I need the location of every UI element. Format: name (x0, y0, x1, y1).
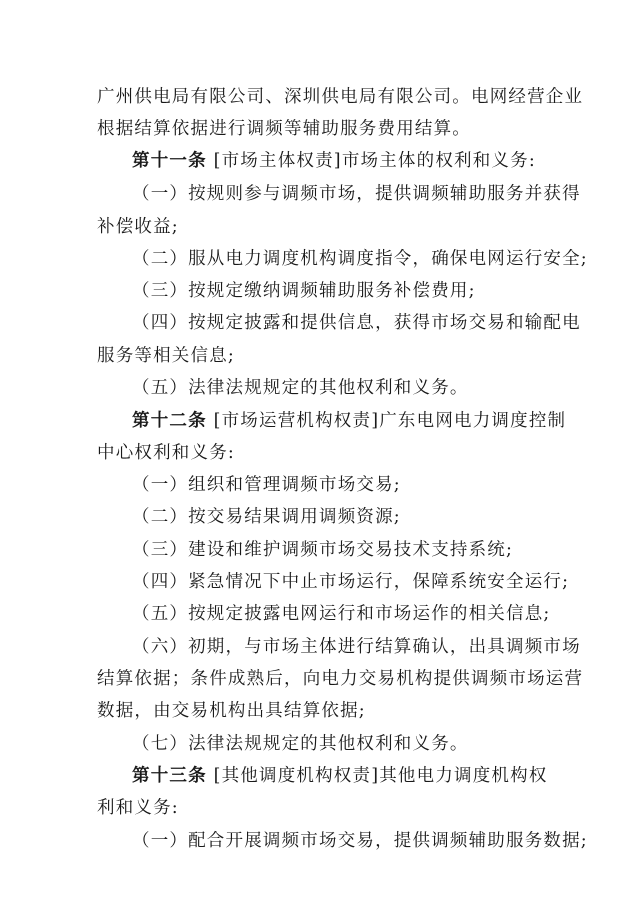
text-line: （五）法律法规规定的其他权利和义务。 (132, 378, 469, 398)
article-13-heading: 第十三条 [其他调度机构权责]其他电力调度机构权 (132, 766, 548, 786)
text-line: （四）按规定披露和提供信息，获得市场交易和输配电 (132, 313, 581, 333)
text-line: （七）法律法规规定的其他权利和义务。 (132, 734, 469, 754)
text-line: 利和义务: (97, 798, 179, 818)
text-line: （五）按规定披露电网运行和市场运作的相关信息; (132, 604, 551, 624)
text-line: （一）按规则参与调频市场，提供调频辅助服务并获得 (132, 184, 581, 204)
text-line: （六）初期，与市场主体进行结算确认，出具调频市场 (132, 637, 581, 657)
text-line: 服务等相关信息; (97, 346, 235, 366)
text-line: 根据结算依据进行调频等辅助服务费用结算。 (97, 119, 471, 139)
article-number: 第十一条 (132, 151, 207, 171)
text-line: 数据，由交易机构出具结算依据; (97, 701, 366, 721)
text-line: 结算依据；条件成熟后，向电力交易机构提供调频市场运营 (97, 669, 584, 689)
text-line: （四）紧急情况下中止市场运行，保障系统安全运行; (132, 572, 570, 592)
article-11-heading: 第十一条 [市场主体权责]市场主体的权利和义务: (132, 151, 536, 171)
text-line: 补偿收益; (97, 217, 179, 237)
text-line: （二）服从电力调度机构调度指令，确保电网运行安全; (132, 249, 588, 269)
text-line: （二）按交易结果调用调频资源; (132, 507, 401, 527)
text-line: （三）按规定缴纳调频辅助服务补偿费用; (132, 281, 476, 301)
article-12-heading: 第十二条 [市场运营机构权责]广东电网电力调度控制 (132, 411, 567, 431)
text-line: 中心权利和义务: (97, 443, 235, 463)
text-line: 广州供电局有限公司、深圳供电局有限公司。电网经营企业 (97, 87, 584, 107)
text-line: （三）建设和维护调频市场交易技术支持系统; (132, 540, 514, 560)
article-number: 第十二条 (132, 411, 207, 431)
text-line: （一）组织和管理调频市场交易; (132, 475, 401, 495)
text-line: （一）配合开展调频市场交易，提供调频辅助服务数据; (132, 831, 588, 851)
article-number: 第十三条 (132, 766, 207, 786)
